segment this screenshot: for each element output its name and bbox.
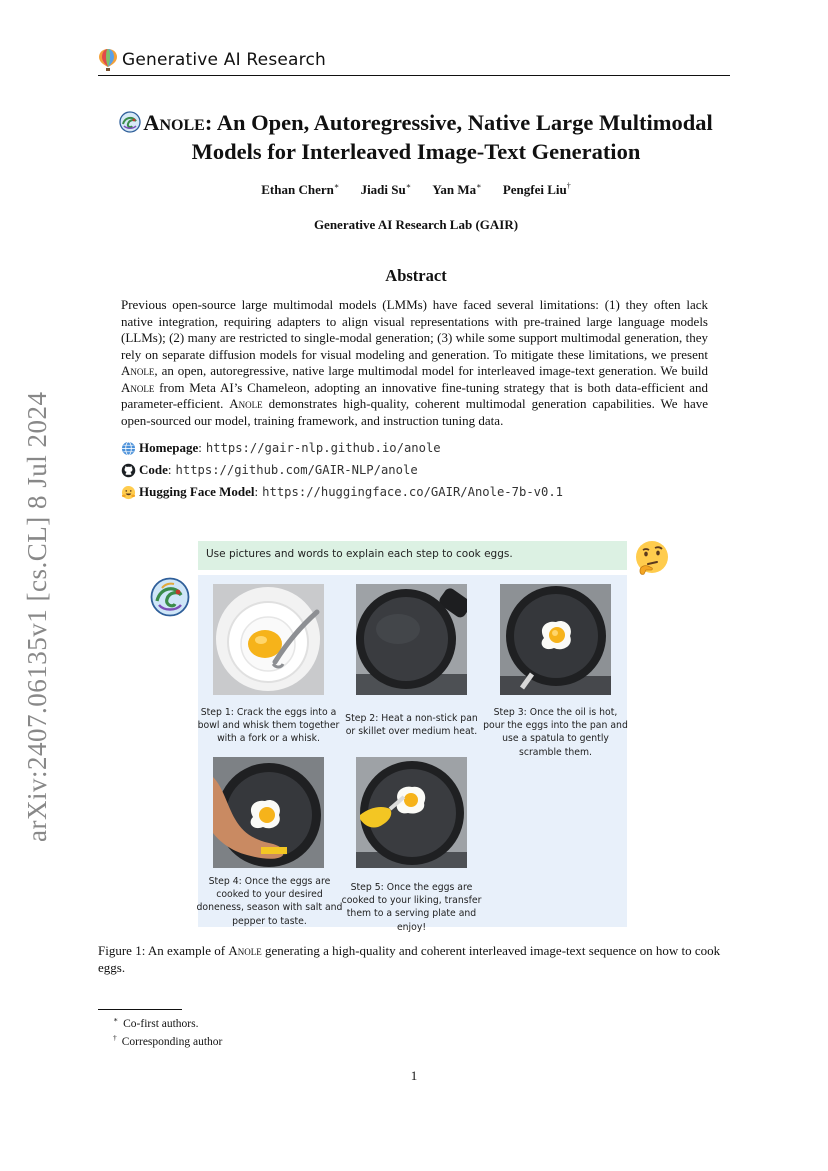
user-prompt-text: Use pictures and words to explain each step to cook eggs.	[206, 548, 513, 560]
balloon-logo-icon	[98, 48, 118, 72]
anole-logo-icon	[119, 111, 141, 133]
footnote: ∗ Co-first authors.	[113, 1015, 199, 1030]
github-icon	[121, 463, 136, 478]
step-1-caption: Step 1: Crack the eggs into a bowl and whisk them together with a fork or a whisk.	[197, 707, 340, 745]
homepage-url[interactable]: https://gair-nlp.github.io/anole	[205, 441, 441, 455]
step-3-caption: Step 3: Once the oil is hot, pour the eggs into the pan and use a spatula to gently scramble them.	[483, 707, 628, 758]
figure-caption: Figure 1: An example of Anole generating a high-quality and coherent interleaved image-text sequence on how to cook eggs.	[98, 943, 721, 975]
footnote-rule	[98, 1009, 182, 1010]
code-url[interactable]: https://github.com/GAIR-NLP/anole	[175, 463, 418, 477]
step-5-caption: Step 5: Once the eggs are cooked to your liking, transfer them to a serving plate and enjoy!	[341, 882, 482, 933]
step-2-image	[356, 584, 467, 695]
model-url[interactable]: https://huggingface.co/GAIR/Anole-7b-v0.1	[262, 485, 564, 499]
arxiv-stamp: arXiv:2407.06135v1 [cs.CL] 8 Jul 2024	[22, 391, 52, 842]
homepage-link-row: Homepage : https://gair-nlp.github.io/anole	[121, 437, 721, 459]
thinking-face-icon	[632, 538, 672, 578]
title-line1: : An Open, Autoregressive, Native Large Multimodal	[204, 110, 713, 135]
author: Ethan Chern∗	[261, 182, 340, 198]
step-4-image	[213, 757, 324, 868]
author: Jiadi Su∗	[360, 182, 412, 198]
header-title: Generative AI Research	[122, 50, 327, 70]
abstract-body: Previous open-source large multimodal models (LMMs) have faced several limitations: (1) they often lack native integration, requiring adapters to align visual representations with pre-trained large language models (LLMs); (2) many are restricted to single-modal generation; (3) while some support multimodal generation, they rely on separate diffusion models for visual modeling and generation. To mitigate these limitations, we present Anole, an open, autoregressive, native large multimodal model for interleaved image-text generation. We build Anole from Meta AI’s Chameleon, adopting an innovative fine-tuning strategy that is both data-efficient and parameter-efficient. Anole demonstrates high-quality, coherent multimodal generation capabilities. We have open-sourced our model, training framework, and instruction tuning data.	[121, 297, 708, 428]
hugging-face-icon	[121, 485, 136, 500]
affiliation: Generative AI Research Lab (GAIR)	[313, 217, 519, 232]
step-4-caption: Step 4: Once the eggs are cooked to your desired doneness, season with salt and pepper to taste.	[196, 876, 343, 927]
step-3-image	[500, 584, 611, 695]
code-link-row: Code : https://github.com/GAIR-NLP/anole	[121, 459, 721, 481]
anole-avatar-icon	[150, 577, 190, 617]
author: Yan Ma∗	[432, 182, 482, 198]
abstract-heading: Abstract	[385, 266, 447, 285]
step-2-caption: Step 2: Heat a non-stick pan or skillet over medium heat.	[345, 713, 478, 738]
footnote: † Corresponding author	[113, 1033, 223, 1049]
title-name: Anole	[143, 110, 205, 135]
title-line2: Models for Interleaved Image-Text Generation	[191, 139, 641, 164]
user-prompt-box	[198, 541, 627, 570]
page-number: 1	[410, 1068, 418, 1083]
globe-icon	[121, 441, 136, 456]
model-response-box	[196, 575, 628, 933]
model-link-row: Hugging Face Model : https://huggingface.co/GAIR/Anole-7b-v0.1	[121, 481, 721, 503]
author: Pengfei Liu†	[502, 182, 571, 198]
resource-links	[121, 437, 721, 503]
step-5-image	[356, 757, 467, 868]
running-header	[98, 46, 730, 76]
paper-title	[96, 108, 736, 166]
author-list	[96, 182, 736, 198]
step-1-image	[213, 584, 324, 695]
footnotes	[113, 1013, 222, 1050]
